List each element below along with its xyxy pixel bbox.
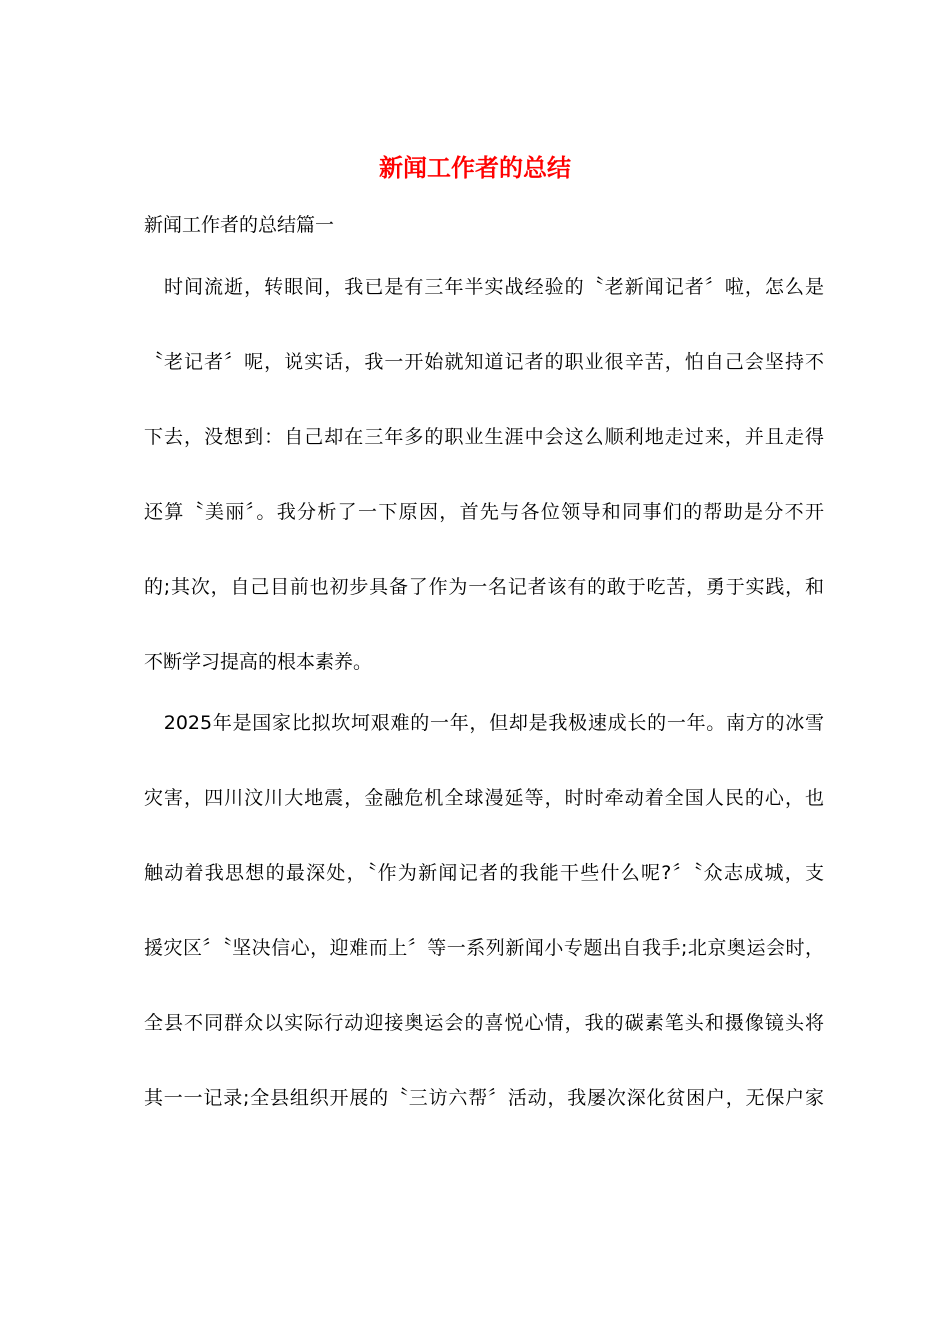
body-line: 不断学习提高的根本素养。 bbox=[144, 651, 373, 673]
body-line: 下去，没想到：自己却在三年多的职业生涯中会这么顺利地走过来，并且走得 bbox=[144, 426, 824, 448]
body-line: 时间流逝，转眼间，我已是有三年半实战经验的〝老新闻记者〞啦，怎么是 bbox=[144, 276, 824, 298]
body-line: 的;其次，自己目前也初步具备了作为一名记者该有的敢于吃苦，勇于实践，和 bbox=[144, 576, 824, 598]
body-line: 触动着我思想的最深处，〝作为新闻记者的我能干些什么呢?〞〝众志成城，支 bbox=[144, 862, 824, 884]
body-line: 其一一记录;全县组织开展的〝三访六帮〞活动，我屡次深化贫困户，无保户家 bbox=[144, 1087, 824, 1109]
body-line: 灾害，四川汶川大地震，金融危机全球漫延等，时时牵动着全国人民的心，也 bbox=[144, 787, 824, 809]
body-line: 全县不同群众以实际行动迎接奥运会的喜悦心情，我的碳素笔头和摄像镜头将 bbox=[144, 1012, 824, 1034]
body-line: 〝老记者〞呢，说实话，我一开始就知道记者的职业很辛苦，怕自己会坚持不 bbox=[144, 351, 824, 373]
body-line: 2025年是国家比拟坎坷艰难的一年，但却是我极速成长的一年。南方的冰雪 bbox=[144, 712, 824, 734]
body-line: 援灾区〞〝坚决信心，迎难而上〞等一系列新闻小专题出自我手;北京奥运会时， bbox=[144, 937, 824, 959]
document-title: 新闻工作者的总结 bbox=[379, 153, 571, 182]
body-line: 还算〝美丽〞。我分析了一下原因，首先与各位领导和同事们的帮助是分不开 bbox=[144, 501, 824, 523]
section-heading: 新闻工作者的总结篇一 bbox=[144, 214, 335, 236]
